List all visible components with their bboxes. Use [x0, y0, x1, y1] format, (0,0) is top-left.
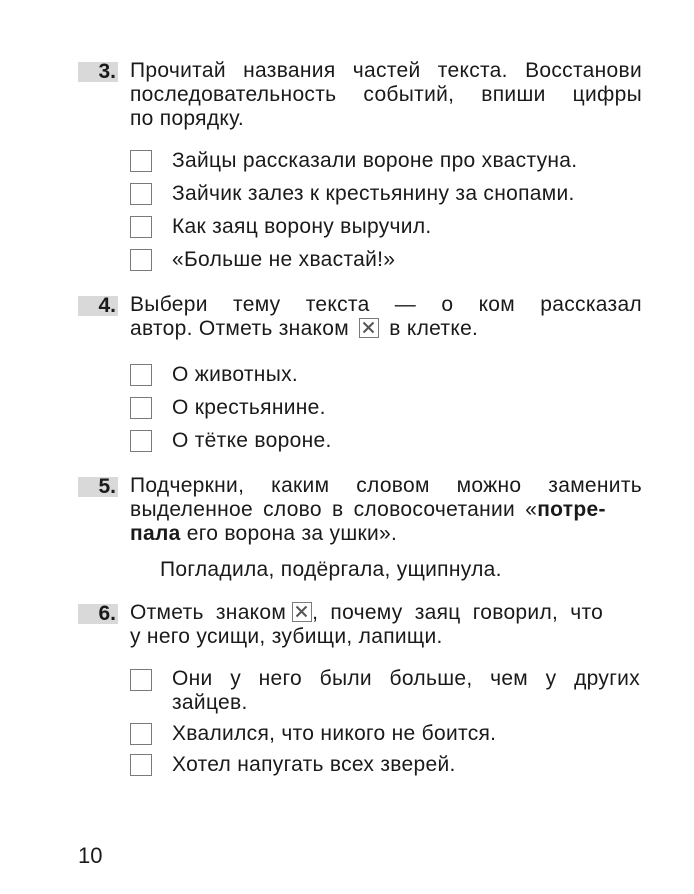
page-number: 10	[78, 843, 103, 868]
question-text: , почему заяц говорил, что	[312, 601, 604, 624]
option-label: О животных.	[172, 363, 299, 386]
question-line: Прочитай названия частей текста. Восстанови	[130, 59, 642, 82]
question-line: у него усищи, зубищи, лапищи.	[130, 625, 443, 648]
answer-words[interactable]: Погладила, подёргала, ущипнула.	[160, 558, 502, 581]
task-question	[130, 474, 642, 546]
task-number: 4.	[78, 296, 118, 316]
checkbox[interactable]	[130, 216, 152, 238]
option-label: О тётке вороне.	[172, 429, 332, 452]
question-line: последовательность событий, впиши цифры	[130, 83, 642, 106]
question-text: автор. Отметь знаком	[130, 317, 349, 340]
task-number: 3.	[78, 62, 118, 82]
checkbox[interactable]	[130, 754, 152, 776]
question-line	[130, 317, 642, 341]
checkbox[interactable]	[130, 183, 152, 205]
task-question	[130, 59, 642, 131]
task-question	[130, 293, 642, 341]
task-number: 5.	[78, 477, 118, 497]
question-text: выделенное слово в словосочетании «	[130, 498, 538, 521]
cross-mark-icon	[292, 602, 312, 622]
question-line	[130, 498, 642, 522]
checkbox[interactable]	[130, 430, 152, 452]
option[interactable]	[130, 363, 650, 389]
question-line: Подчеркни, каким словом можно заменить	[130, 474, 642, 497]
highlighted-word: потре-	[537, 498, 606, 521]
highlighted-word: пала	[130, 522, 181, 545]
option[interactable]	[130, 215, 650, 241]
question-line: Выбери тему текста — о ком рассказал	[130, 293, 642, 316]
option[interactable]	[130, 429, 650, 455]
option-label: Хотел напугать всех зверей.	[172, 753, 456, 776]
option[interactable]	[130, 667, 650, 717]
question-line	[130, 522, 642, 546]
option[interactable]	[130, 149, 650, 175]
checkbox[interactable]	[130, 364, 152, 386]
checkbox[interactable]	[130, 249, 152, 271]
checkbox[interactable]	[130, 669, 152, 691]
task-question	[130, 601, 642, 649]
option-label: Хвалился, что никого не боится.	[172, 722, 497, 745]
option-label: Зайцы рассказали вороне про хвастуна.	[172, 149, 578, 172]
option[interactable]	[130, 182, 650, 208]
option-label-line: зайцев.	[172, 691, 248, 714]
option[interactable]	[130, 248, 650, 274]
option[interactable]	[130, 396, 650, 422]
option-label: «Больше не хвастай!»	[172, 248, 396, 271]
cross-mark-icon	[359, 318, 379, 338]
option-label: Зайчик залез к крестьянину за снопами.	[172, 182, 575, 205]
option-label: Как заяц ворону выручил.	[172, 215, 432, 238]
question-text: его ворона за ушки».	[180, 522, 398, 545]
task-number: 6.	[78, 604, 118, 624]
checkbox[interactable]	[130, 150, 152, 172]
checkbox[interactable]	[130, 397, 152, 419]
question-line	[130, 601, 642, 625]
option[interactable]	[130, 722, 650, 748]
question-text: Отметь знаком	[130, 601, 287, 624]
option-label: О крестьянине.	[172, 396, 326, 419]
checkbox[interactable]	[130, 723, 152, 745]
question-text: в клетке.	[389, 317, 479, 340]
option-label-line: Они у него были больше, чем у других	[172, 667, 640, 690]
question-line: по порядку.	[130, 107, 244, 130]
option[interactable]	[130, 753, 650, 779]
option-label	[172, 667, 640, 715]
